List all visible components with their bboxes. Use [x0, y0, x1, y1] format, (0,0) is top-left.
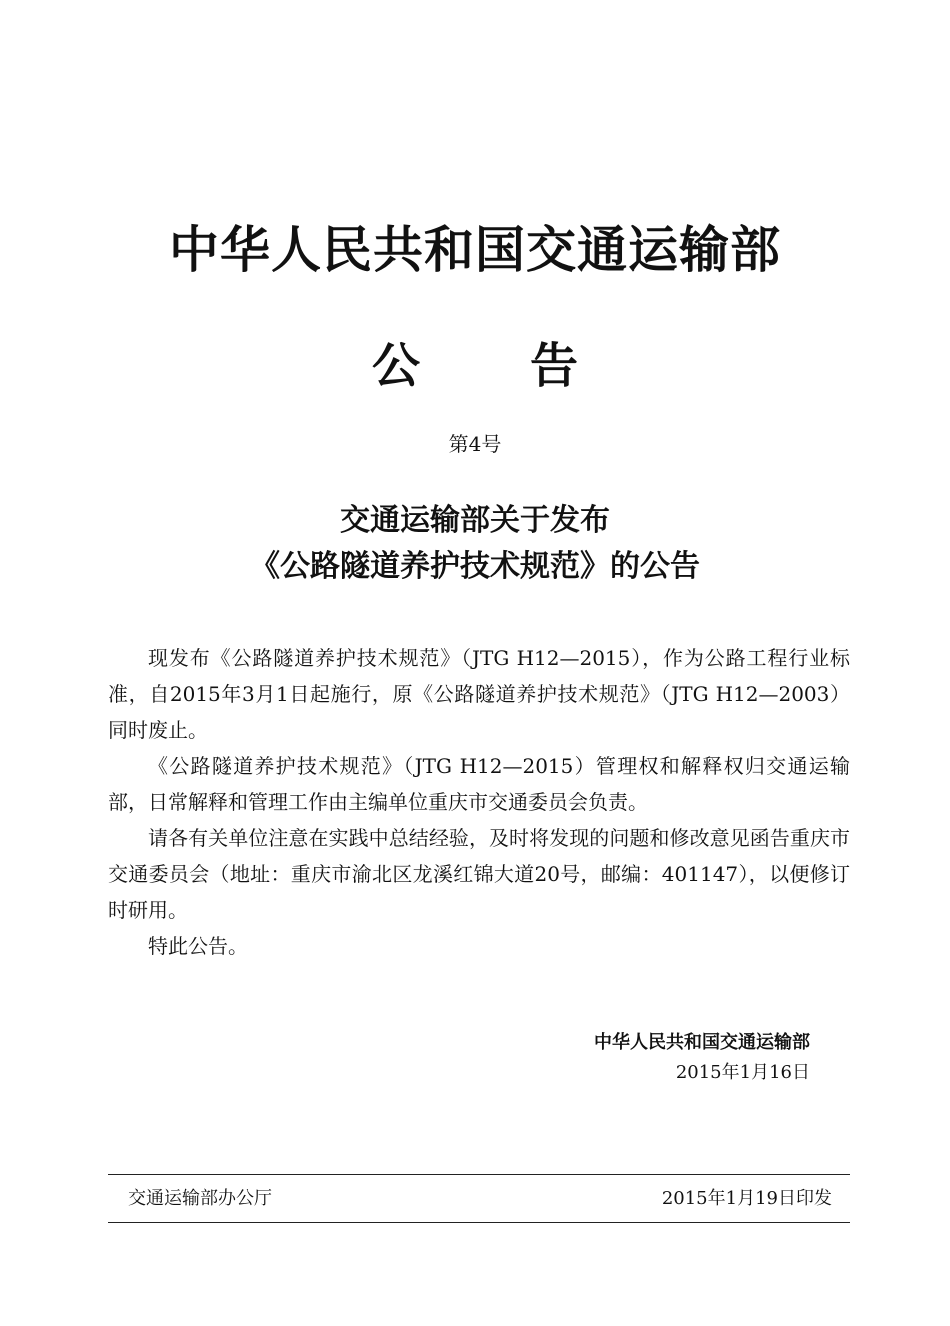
headline-line-2: 《公路隧道养护技术规范》的公告: [250, 549, 700, 584]
body-paragraph-1: 现发布《公路隧道养护技术规范》（JTG H12—2015），作为公路工程行业标准，自2015年3月1日起施行，原《公路隧道养护技术规范》（JTG H12—2003）同时废止。: [108, 646, 850, 742]
doc-number: 第4号: [448, 432, 502, 456]
doc-type-title: 公告: [371, 338, 688, 394]
announcement-headline: [0, 498, 950, 590]
footer-print-date: 2015年1月19日印发: [661, 1188, 832, 1209]
footer-divider-bottom: [108, 1222, 850, 1223]
signature-date: 2015年1月16日: [675, 1062, 810, 1083]
signature-org: 中华人民共和国交通运输部: [594, 1032, 810, 1053]
body-paragraph-3: 请各有关单位注意在实践中总结经验，及时将发现的问题和修改意见函告重庆市交通委员会（地址：重庆市渝北区龙溪红锦大道20号，邮编：401147），以便修订时研用。: [108, 826, 850, 922]
headline-line-1: 交通运输部关于发布: [340, 503, 610, 538]
body-paragraph-4: 特此公告。: [148, 934, 248, 958]
footer-divider-top: [108, 1174, 850, 1175]
footer-issuer: 交通运输部办公厅: [128, 1188, 272, 1209]
announcement-body: [108, 640, 850, 964]
print-footer: [128, 1184, 832, 1214]
body-paragraph-2: 《公路隧道养护技术规范》（JTG H12—2015）管理权和解释权归交通运输部，日常解释和管理工作由主编单位重庆市交通委员会负责。: [108, 754, 850, 814]
signature-block: [594, 1028, 810, 1088]
org-title: 中华人民共和国交通运输部: [169, 220, 781, 279]
